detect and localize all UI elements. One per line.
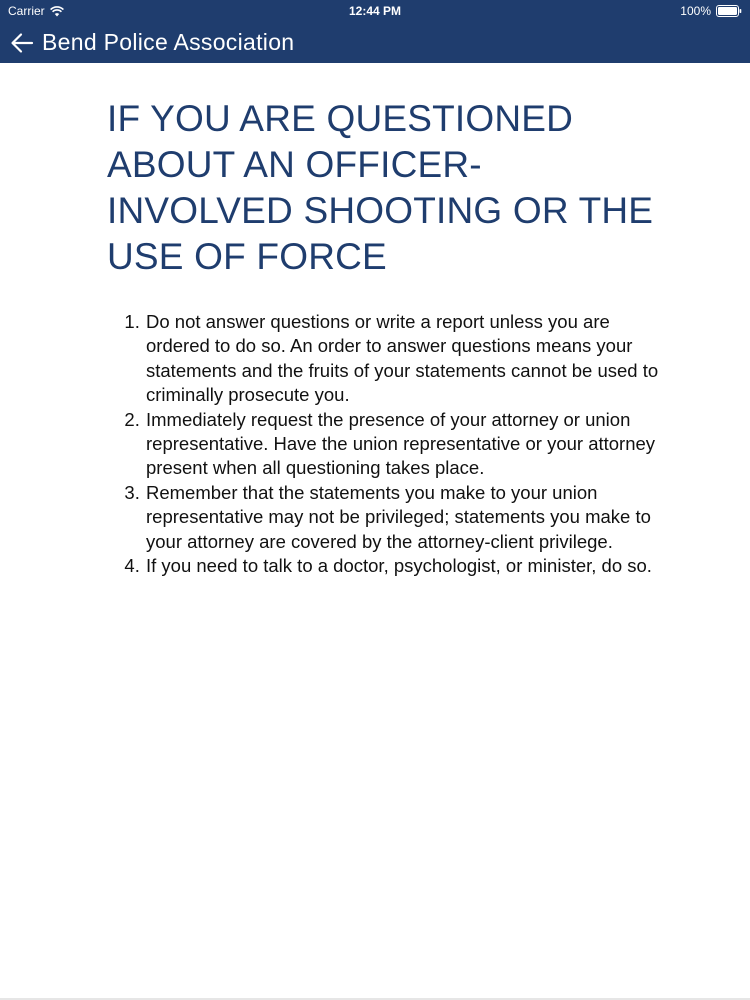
page-title-line: INVOLVED SHOOTING OR THE: [107, 190, 654, 231]
list-item: 4. If you need to talk to a doctor, psychologist, or minister, do so.: [145, 554, 665, 578]
list-item: 1. Do not answer questions or write a report unless you are ordered to do so. An order to answer questions means your statements and the fruits of your statements cannot be used to criminally prosecute you.: [145, 310, 665, 408]
instruction-list: [107, 310, 665, 578]
nav-bar: [0, 22, 750, 63]
wifi-icon: [50, 6, 64, 17]
status-bar: [0, 0, 750, 22]
arrow-left-icon: [10, 32, 34, 54]
page-title-line: USE OF FORCE: [107, 236, 387, 277]
battery-icon: [716, 5, 742, 17]
battery-percent: 100%: [680, 4, 711, 18]
status-right: [680, 4, 742, 18]
page-title-line: ABOUT AN OFFICER-: [107, 144, 482, 185]
list-item: 2. Immediately request the presence of your attorney or union representative. Have the union representative or your attorney present when all questioning takes place.: [145, 408, 665, 481]
page-title-line: IF YOU ARE QUESTIONED: [107, 98, 574, 139]
page-title: [107, 96, 667, 280]
carrier-label: Carrier: [8, 4, 45, 18]
status-left: [8, 4, 680, 18]
status-time: 12:44 PM: [348, 4, 402, 18]
back-button[interactable]: [10, 29, 294, 56]
nav-title: Bend Police Association: [42, 29, 295, 55]
article-content: [107, 96, 667, 578]
list-item: 3. Remember that the statements you make to your union representative may not be privileged; statements you make to your attorney are covered by the attorney-client privilege.: [145, 481, 665, 554]
